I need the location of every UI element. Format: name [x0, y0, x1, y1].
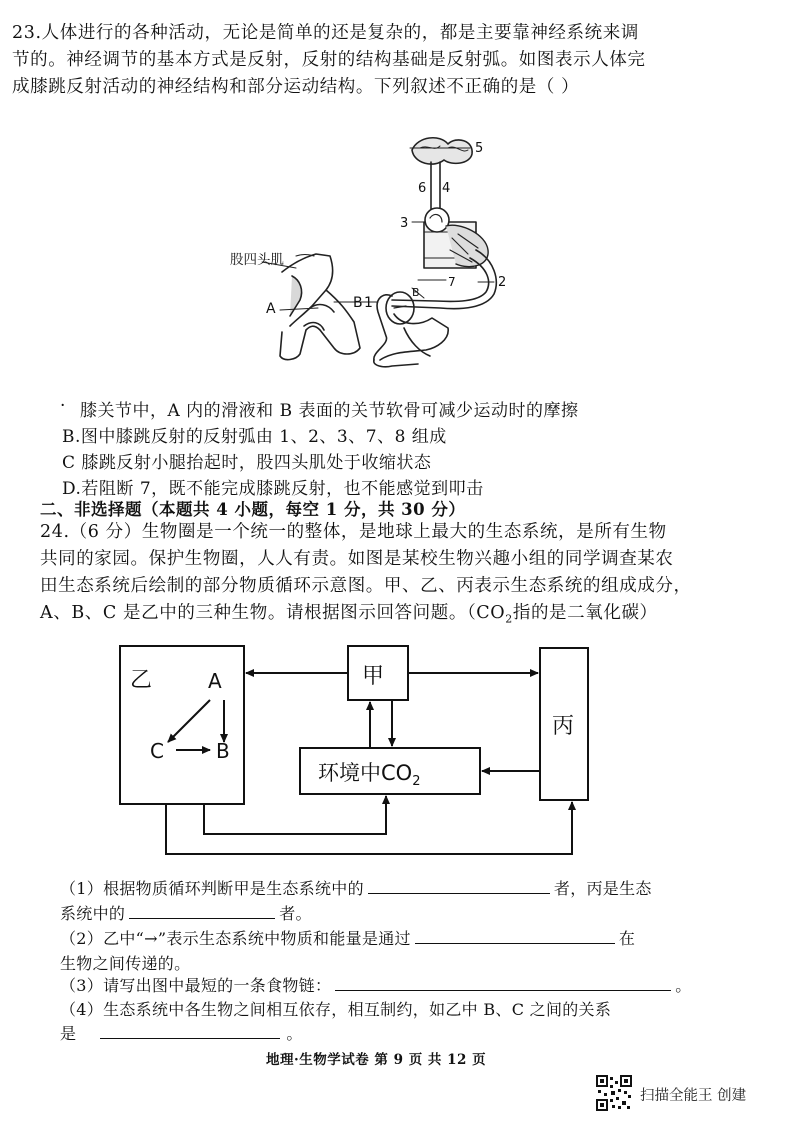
q23-option-b: B.图中膝跳反射的反射弧由 1、2、3、7、8 组成	[62, 427, 447, 447]
answer-blank-5[interactable]	[100, 1021, 280, 1039]
knee-reflex-figure	[0, 130, 794, 385]
answer-blank-4[interactable]	[335, 973, 671, 991]
q24-line4: A、B、C 是乙中的三种生物。请根据图示回答问题。（$CO_2$指的是二氧化碳）	[40, 603, 658, 626]
label-n7: 7	[448, 275, 456, 289]
ecosystem-diagram	[0, 630, 794, 865]
label-a: A	[266, 301, 276, 317]
label-bing: 丙	[552, 714, 575, 739]
q23-line3: 成膝跳反射活动的神经结构和部分运动结构。下列叙述不正确的是（ ）	[12, 77, 580, 97]
q24-part1-cont: 系统中的 者。	[60, 901, 312, 924]
label-b: B	[353, 295, 363, 311]
label-n4: 4	[442, 181, 451, 196]
q23-line2: 节的。神经调节的基本方式是反射，反射的结构基础是反射弧。如图表示人体完	[12, 50, 646, 70]
q24-part2-cont: 生物之间传递的。	[60, 954, 191, 973]
q24-part4: （4）生态系统中各生物之间相互依存，相互制约，如乙中 B、C 之间的关系	[60, 1000, 612, 1019]
qr-code-icon	[596, 1075, 632, 1111]
q23-option-a: 膝关节中，A 内的滑液和 B 表面的关节软骨可减少运动时的摩擦	[80, 401, 579, 421]
answer-blank-2[interactable]	[129, 901, 275, 919]
label-org-c: C	[150, 739, 164, 763]
section2-title: 二、非选择题（本题共 4 小题，每空 1 分，共 30 分）	[40, 500, 466, 519]
label-n1: 1	[364, 295, 373, 311]
scanner-watermark: 扫描全能王 创建	[640, 1088, 747, 1104]
label-b2: B	[412, 286, 420, 299]
label-n6: 6	[418, 181, 427, 196]
q24-line2: 共同的家园。保护生物圈，人人有责。如图是某校生物兴趣小组的同学调查某农	[40, 549, 674, 569]
answer-blank-1[interactable]	[368, 876, 550, 894]
answer-blank-3[interactable]	[415, 926, 615, 944]
label-org-a: A	[208, 669, 222, 693]
q24-part2: （2）乙中“→”表示生态系统中物质和能量是通过 在	[60, 926, 635, 949]
q23-line1: 23.人体进行的各种活动，无论是简单的还是复杂的，都是主要靠神经系统来调	[12, 23, 639, 43]
label-yi: 乙	[130, 668, 153, 693]
q23-option-c: C 膝跳反射小腿抬起时，股四头肌处于收缩状态	[62, 453, 432, 473]
label-n5: 5	[475, 141, 484, 156]
q23-option-a-mark: ·	[60, 396, 66, 416]
q24-part3: （3）请写出图中最短的一条食物链： 。	[60, 973, 692, 996]
label-n3: 3	[400, 216, 409, 231]
label-env-co2: 环境中$CO_2$	[318, 761, 421, 789]
label-quadriceps: 股四头肌	[230, 252, 284, 268]
q24-part4-cont: 是 。	[60, 1021, 303, 1044]
q24-part1: （1）根据物质循环判断甲是生态系统中的 者，丙是生态	[60, 876, 652, 899]
q23-option-d: D.若阻断 7，既不能完成膝跳反射，也不能感觉到叩击	[62, 479, 484, 499]
q24-line3: 田生态系统后绘制的部分物质循环示意图。甲、乙、丙表示生态系统的组成成分，	[40, 576, 692, 596]
q24-line1: 24.（6 分）生物圈是一个统一的整体，是地球上最大的生态系统，是所有生物	[40, 522, 667, 542]
label-org-b: B	[216, 739, 230, 763]
label-n2: 2	[498, 275, 507, 290]
label-jia: 甲	[362, 664, 385, 689]
page-footer: 地理·生物学试卷 第 9 页 共 12 页	[266, 1052, 487, 1068]
